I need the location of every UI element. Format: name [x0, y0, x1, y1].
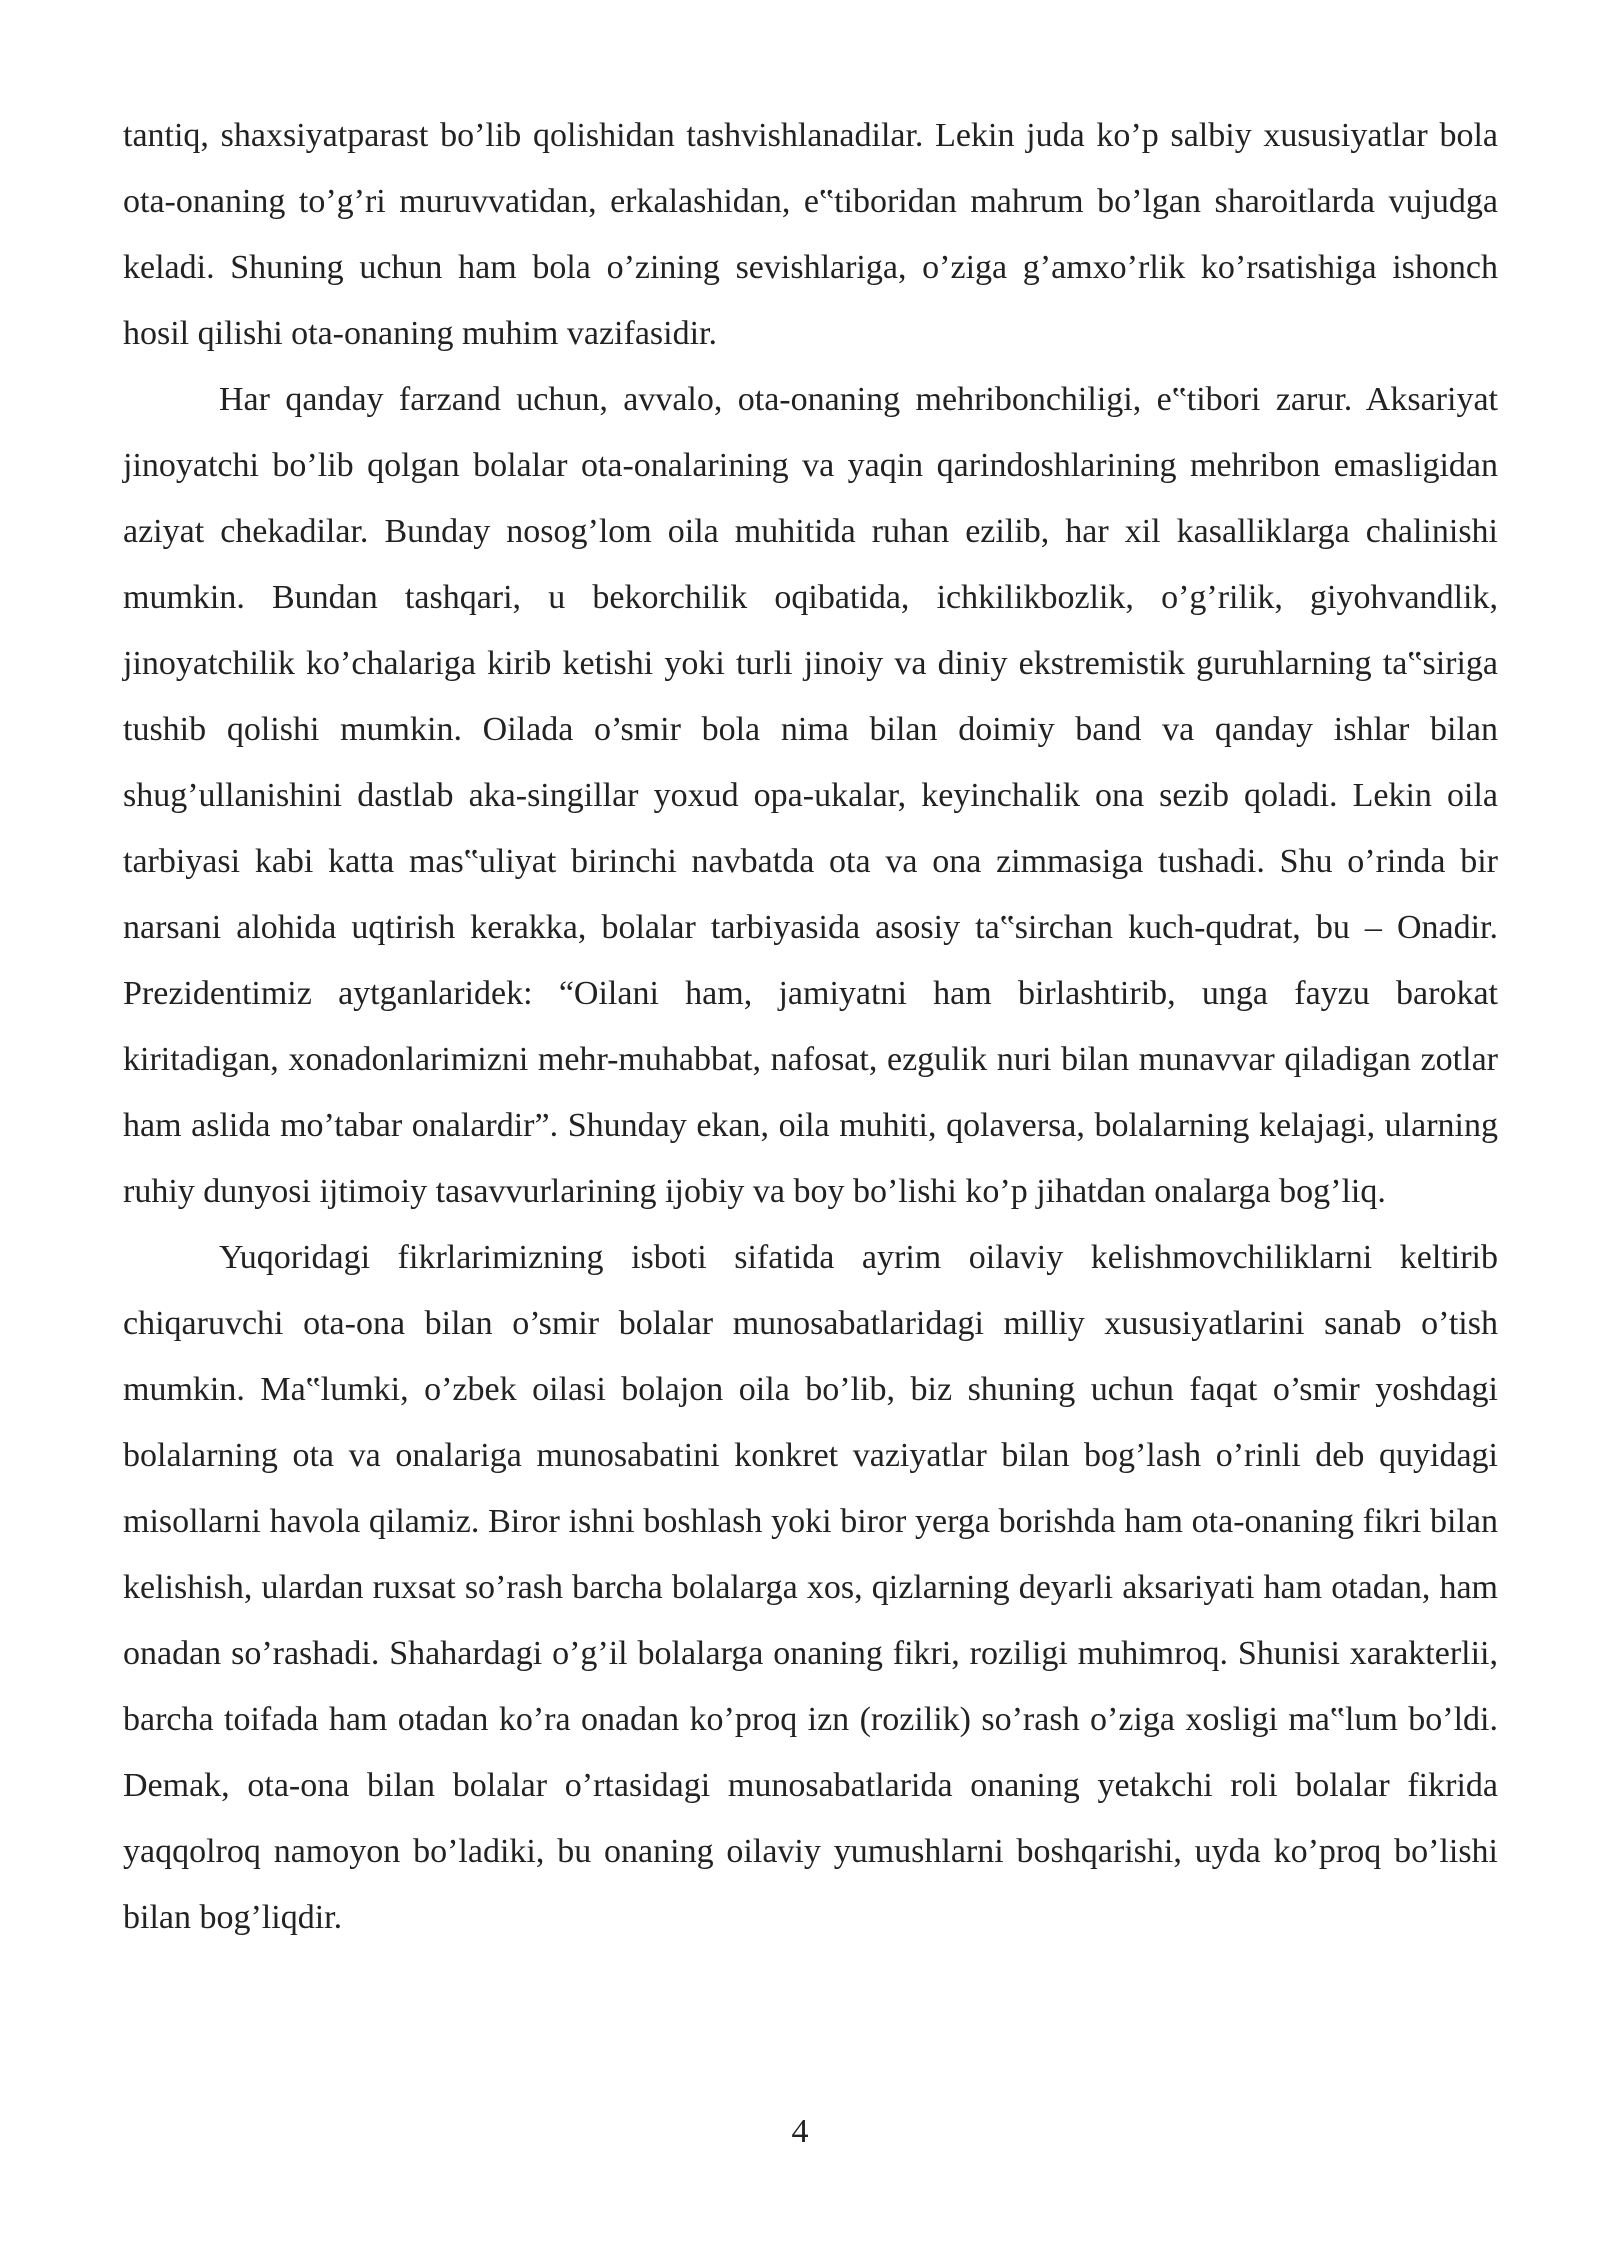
- body-text: [123, 103, 1498, 1951]
- page-number: 4: [791, 2113, 809, 2150]
- paragraph-1: tantiq, shaxsiyatparast bo’lib qolishidan tashvishlanadilar. Lekin juda ko’p salbiy xususiyatlar bola ota-onaning to’g’ri muruvvatidan, erkalashidan, e‟tiboridan mahrum bo’lgan sharoitlarda vujudga keladi. Shuning uchun ham bola o’zining sevishlariga, o’ziga g’amxo’rlik ko’rsatishiga ishonch hosil qilishi ota-onaning muhim vazifasidir.: [123, 117, 1498, 352]
- paragraph-3: Yuqoridagi fikrlarimizning isboti sifatida ayrim oilaviy kelishmovchiliklarni keltirib chiqaruvchi ota-ona bilan o’smir bolalar munosabatlaridagi milliy xususiyatlarini sanab o’tish mumkin. Ma‟lumki, o’zbek oilasi bolajon oila bo’lib, biz shuning uchun faqat o’smir yoshdagi bolalarning ota va onalariga munosabatini konkret vaziyatlar bilan bog’lash o’rinli deb quyidagi misollarni havola qilamiz. Biror ishni boshlash yoki biror yerga borishda ham ota-onaning fikri bilan kelishish, ulardan ruxsat so’rash barcha bolalarga xos, qizlarning deyarli aksariyati ham otadan, ham onadan so’rashadi. Shahardagi o’g’il bolalarga onaning fikri, roziligi muhimroq. Shunisi xarakterlii, barcha toifada ham otadan ko’ra onadan ko’proq izn (rozilik) so’rash o’ziga xosligi ma‟lum bo’ldi. Demak, ota-ona bilan bolalar o’rtasidagi munosabatlarida onaning yetakchi roli bolalar fikrida yaqqolroq namoyon bo’ladiki, bu onaning oilaviy yumushlarni boshqarishi, uyda ko’proq bo’lishi bilan bog’liqdir.: [123, 1239, 1498, 1936]
- paragraph-2: Har qanday farzand uchun, avvalo, ota-onaning mehribonchiligi, e‟tibori zarur. Aksariyat jinoyatchi bo’lib qolgan bolalar ota-onalarining va yaqin qarindoshlarining mehribon emasligidan aziyat chekadilar. Bunday nosog’lom oila muhitida ruhan ezilib, har xil kasalliklarga chalinishi mumkin. Bundan tashqari, u bekorchilik oqibatida, ichkilikbozlik, o’g’rilik, giyohvandlik, jinoyatchilik ko’chalariga kirib ketishi yoki turli jinoiy va diniy ekstremistik guruhlarning ta‟siriga tushib qolishi mumkin. Oilada o’smir bola nima bilan doimiy band va qanday ishlar bilan shug’ullanishini dastlab aka-singillar yoxud opa-ukalar, keyinchalik ona sezib qoladi. Lekin oila tarbiyasi kabi katta mas‟uliyat birinchi navbatda ota va ona zimmasiga tushadi. Shu o’rinda bir narsani alohida uqtirish kerakka, bolalar tarbiyasida asosiy ta‟sirchan kuch-qudrat, bu – Onadir. Prezidentimiz aytganlaridek: “Oilani ham, jamiyatni ham birlashtirib, unga fayzu barokat kiritadigan, xonadonlarimizni mehr-muhabbat, nafosat, ezgulik nuri bilan munavvar qiladigan zotlar ham aslida mo’tabar onalardir”. Shunday ekan, oila muhiti, qolaversa, bolalarning kelajagi, ularning ruhiy dunyosi ijtimoiy tasavvurlarining ijobiy va boy bo’lishi ko’p jihatdan onalarga bog’liq.: [123, 381, 1498, 1210]
